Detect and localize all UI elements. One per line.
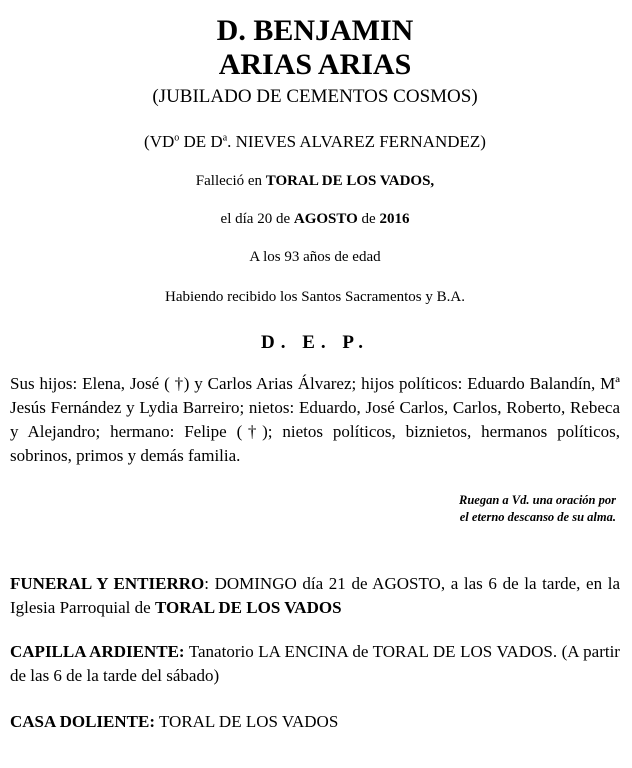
death-day-prefix: el día 20 de bbox=[220, 211, 294, 227]
sacraments-line: Habiendo recibido los Santos Sacramentos y B.A. bbox=[165, 289, 465, 305]
death-place-prefix: Falleció en bbox=[195, 173, 266, 189]
widower-sup2: a bbox=[222, 132, 228, 144]
dep-heading: D. E. P. bbox=[260, 332, 369, 353]
funeral-info bbox=[10, 572, 620, 620]
widower-sup1: o bbox=[174, 132, 180, 144]
occupation-note: (JUBILADO DE CEMENTOS COSMOS) bbox=[152, 86, 478, 107]
widower-pre: (VD bbox=[144, 132, 175, 151]
family-paragraph: Sus hijos: Elena, José ( †) y Carlos Arias Álvarez; hijos políticos: Eduardo Balandín, Mª Jesús Fernández y Lydia Barreiro; nietos: Eduardo, José Carlos, Carlos, Roberto, Rebeca y Alejandro; hermano: Felipe (†); nietos políticos, biznietos, hermanos políticos, sobrinos, primos y demás familia. bbox=[10, 374, 620, 465]
widower-post: . NIEVES ALVAREZ FERNANDEZ) bbox=[227, 132, 486, 151]
prayer-request bbox=[10, 492, 616, 526]
deceased-name-line2: ARIAS ARIAS bbox=[218, 48, 412, 81]
house-info bbox=[10, 710, 620, 734]
death-year: 2016 bbox=[379, 211, 410, 227]
death-place: TORAL DE LOS VADOS, bbox=[265, 173, 435, 189]
funeral-text: : DOMINGO día 21 de AGOSTO, a las 6 de la tarde, en la Iglesia Parroquial de bbox=[10, 574, 620, 617]
deceased-name-line1: D. BENJAMIN bbox=[216, 14, 414, 47]
chapel-label: CAPILLA ARDIENTE: bbox=[10, 642, 185, 661]
death-place-line bbox=[10, 172, 620, 190]
house-text: TORAL DE LOS VADOS bbox=[155, 712, 339, 731]
widower-mid: DE D bbox=[179, 132, 223, 151]
chapel-text: Tanatorio LA ENCINA de TORAL DE LOS VADOS. (A partir de las 6 de la tarde del sábado) bbox=[10, 642, 620, 685]
death-date-de: de bbox=[357, 211, 380, 227]
funeral-label: FUNERAL Y ENTIERRO bbox=[10, 574, 205, 593]
age-line: A los 93 años de edad bbox=[249, 249, 381, 265]
death-date-line bbox=[10, 210, 620, 228]
prayer-request-line2: el eterno descanso de su alma. bbox=[459, 510, 616, 524]
funeral-place: TORAL DE LOS VADOS bbox=[154, 598, 342, 617]
prayer-request-line1: Ruegan a Vd. una oración por bbox=[459, 493, 616, 507]
death-month: AGOSTO bbox=[293, 211, 358, 227]
house-label: CASA DOLIENTE: bbox=[10, 712, 156, 731]
chapel-info bbox=[10, 640, 620, 688]
widower-note bbox=[10, 132, 620, 152]
